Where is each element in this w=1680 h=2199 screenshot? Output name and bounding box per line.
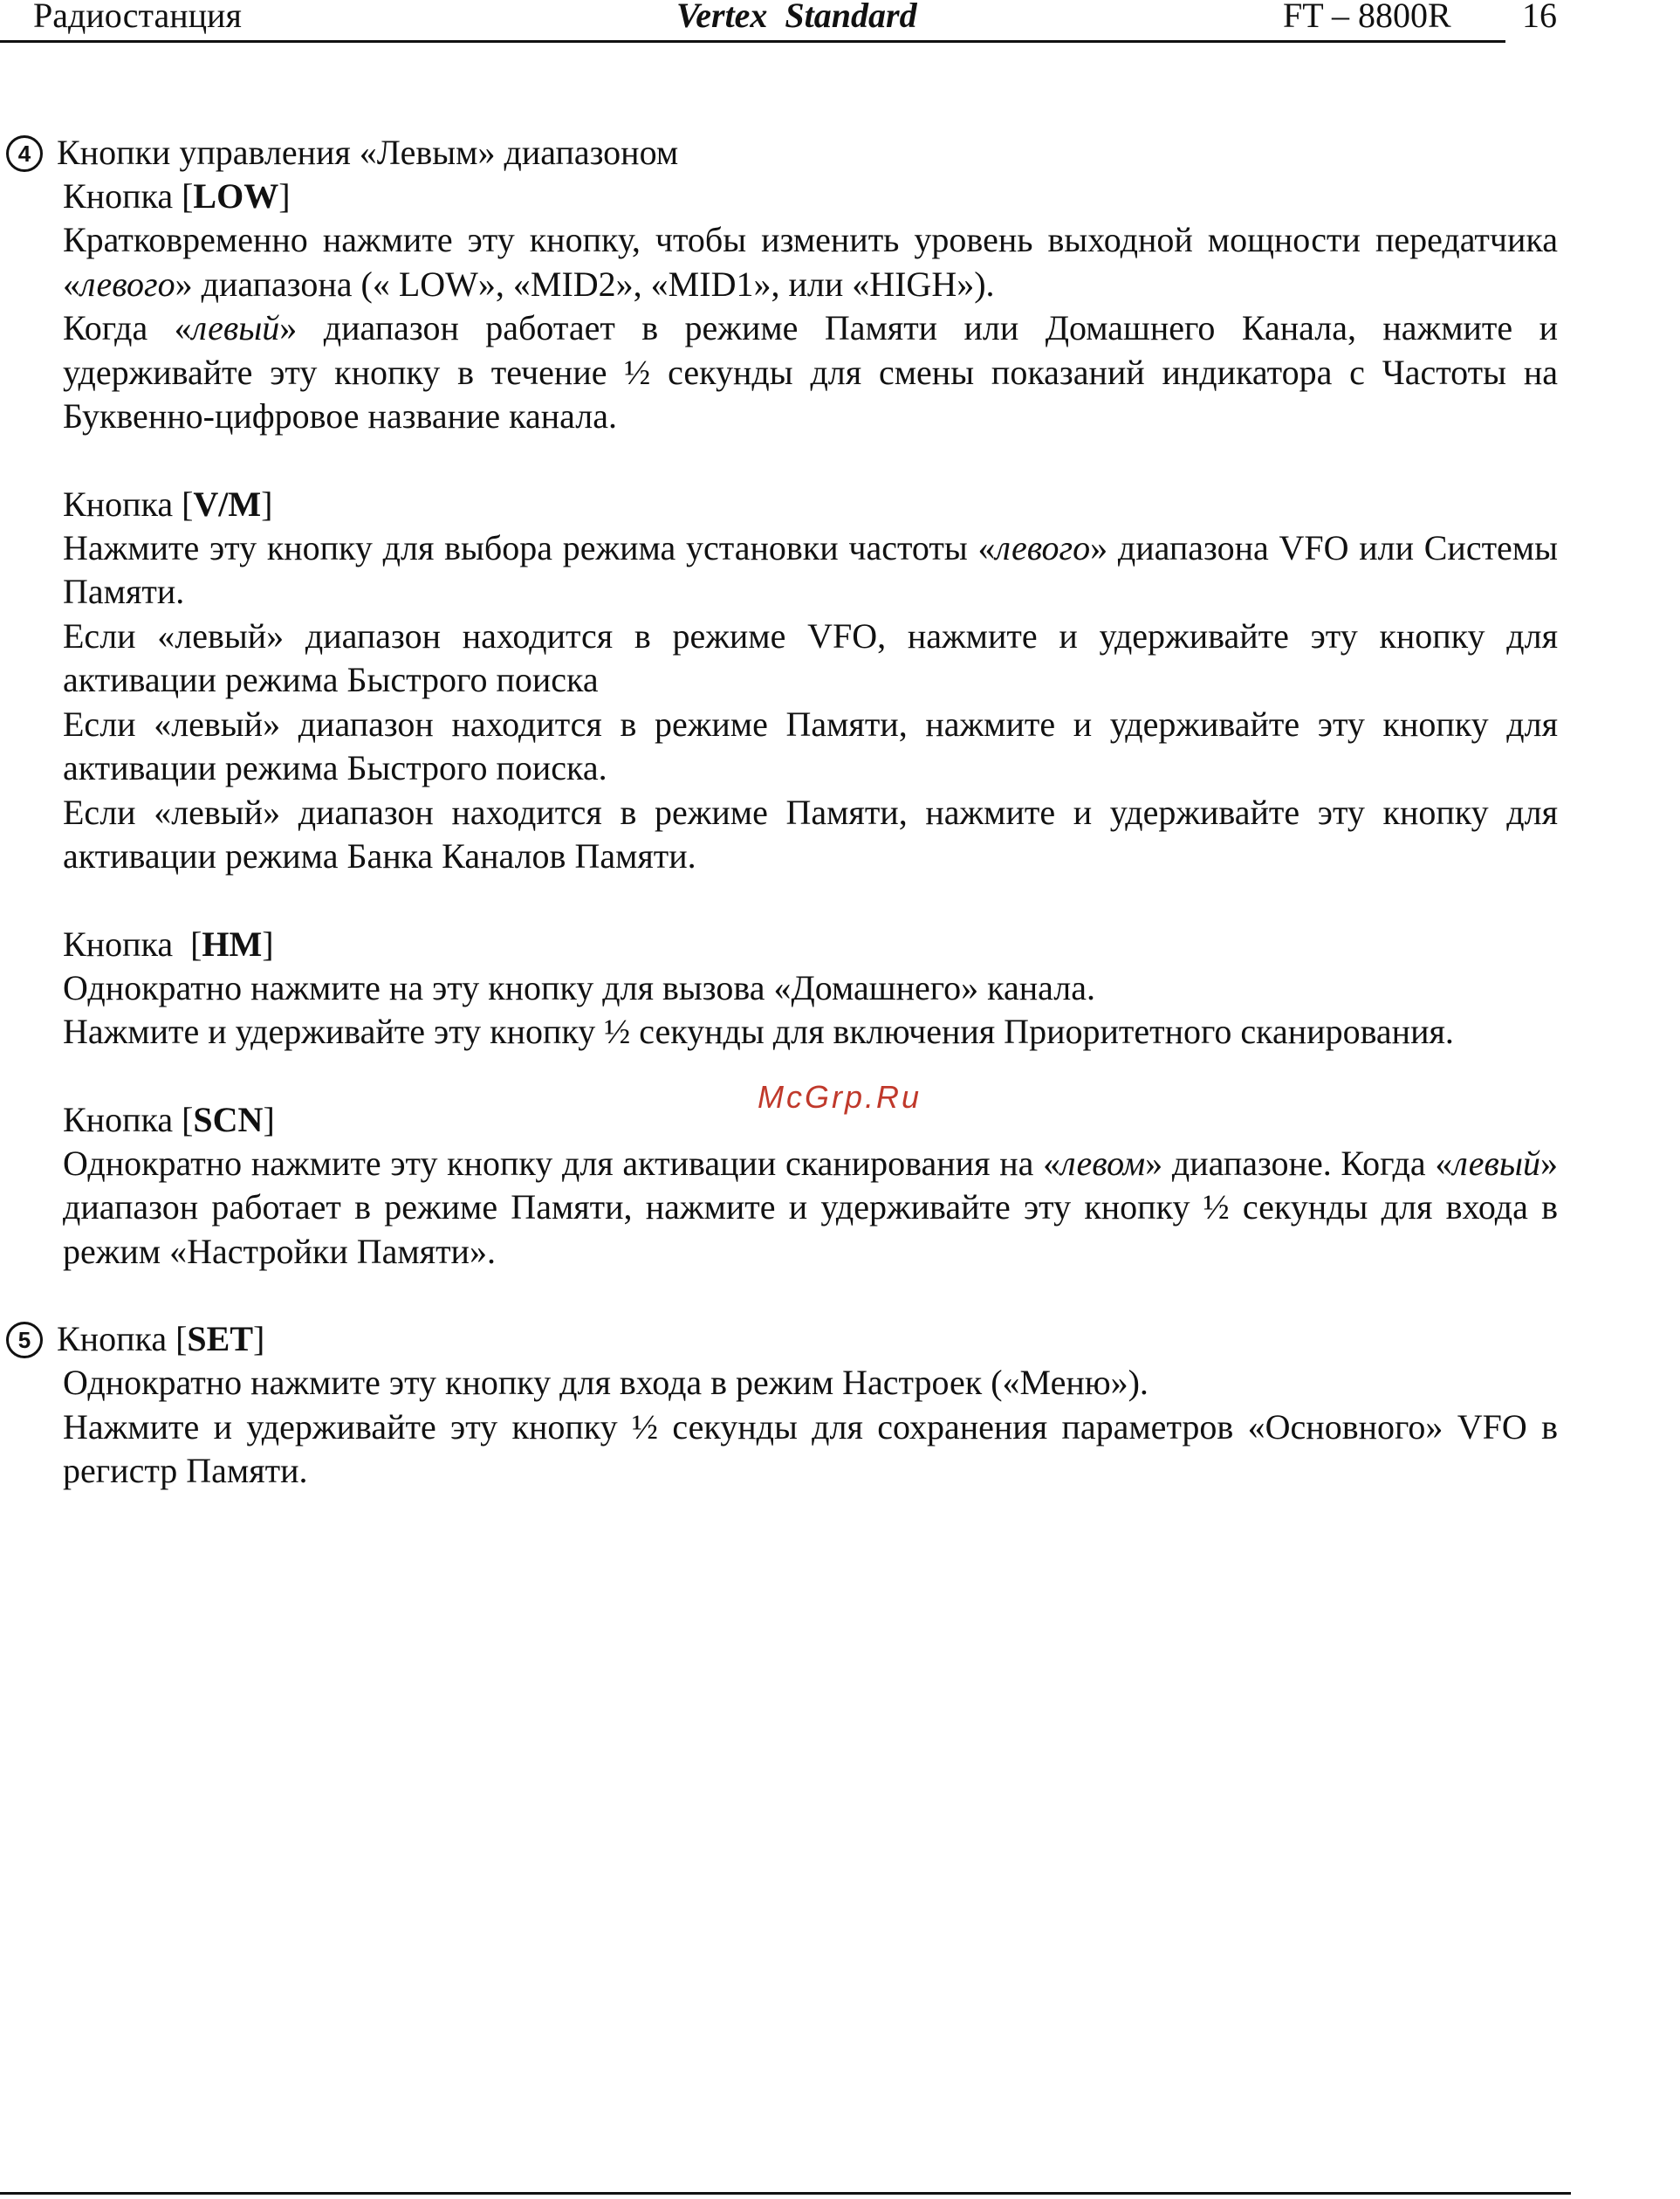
page-header — [0, 0, 1505, 43]
vm-p1-a: Нажмите эту кнопку для выбора режима установки частоты « — [63, 527, 996, 567]
watermark: McGrp.Ru — [758, 1079, 922, 1115]
scn-paragraph-1 — [63, 1142, 1558, 1275]
vm-key: V/M — [193, 484, 262, 524]
hm-prefix: Кнопка — [63, 924, 174, 964]
section-4-heading — [0, 131, 1680, 175]
low-prefix: Кнопка — [63, 176, 174, 216]
low-p2-a: Когда « — [63, 308, 192, 347]
header-model: FT – 8800R — [1283, 0, 1451, 35]
scn-p1-em2: левый — [1452, 1143, 1541, 1183]
hm-button-block — [63, 923, 1558, 1055]
scn-p1-c: » диапазон работает в режиме Памяти, нажмите и удерживайте эту кнопку ½ секунды для входа в режим «Настройки Памяти». — [63, 1143, 1559, 1271]
low-paragraph-2 — [63, 306, 1558, 439]
set-paragraph-1: Однократно нажмите эту кнопку для входа в режим Настроек («Меню»). — [63, 1363, 1149, 1402]
scn-p1-em: левом — [1060, 1143, 1146, 1183]
vm-button-block — [63, 483, 1558, 879]
vm-p1-em: левого — [995, 527, 1091, 567]
page-number: 16 — [1522, 0, 1557, 35]
scn-prefix: Кнопка — [63, 1099, 174, 1139]
low-button-title: Кнопка [LOW] — [63, 176, 291, 216]
hm-paragraph-1: Однократно нажмите на эту кнопку для вызова «Домашнего» канала. — [63, 967, 1095, 1007]
hm-key: HM — [202, 924, 263, 964]
set-prefix: Кнопка — [57, 1319, 168, 1358]
header-brand: Vertex Standard — [676, 0, 917, 35]
low-p1-em: левого — [80, 264, 175, 304]
page-content — [0, 131, 1680, 1494]
scn-button-title: Кнопка [SCN] — [63, 1099, 275, 1139]
low-p2-b: » диапазон работает в режиме Памяти или Домашнего Канала, нажмите и удерживайте эту кнопку в течение ½ секунды для смены показаний индикатора с Частоты на Буквенно-цифровое название канала. — [63, 308, 1558, 436]
hm-paragraph-2: Нажмите и удерживайте эту кнопку ½ секунды для включения Приоритетного сканирования. — [63, 1012, 1454, 1051]
set-key: SET — [187, 1319, 254, 1358]
scn-key: SCN — [193, 1099, 264, 1139]
vm-paragraph-3: Если «левый» диапазон находится в режиме Памяти, нажмите и удерживайте эту кнопку для активации режима Быстрого поиска. — [63, 704, 1558, 787]
vm-prefix: Кнопка — [63, 484, 174, 524]
scn-p1-a: Однократно нажмите эту кнопку для активации сканирования на « — [63, 1143, 1061, 1183]
set-button-block — [63, 1361, 1558, 1494]
section-4-number: 4 — [6, 135, 43, 172]
vm-paragraph-1 — [63, 526, 1558, 615]
footer-rule — [0, 2192, 1571, 2195]
section-4-title: Кнопки управления «Левым» диапазоном — [57, 133, 679, 172]
vm-paragraph-2: Если «левый» диапазон находится в режиме VFO, нажмите и удерживайте эту кнопку для активации режима Быстрого поиска — [63, 615, 1558, 699]
low-button-block — [63, 175, 1558, 439]
scn-p1-b: » диапазоне. Когда « — [1145, 1143, 1453, 1183]
vm-paragraph-4: Если «левый» диапазон находится в режиме Памяти, нажмите и удерживайте эту кнопку для активации режима Банка Каналов Памяти. — [63, 792, 1558, 876]
low-key: LOW — [193, 176, 279, 216]
section-5-number: 5 — [6, 1322, 43, 1358]
low-p2-em: левый — [191, 308, 280, 347]
scn-button-block — [63, 1098, 1558, 1275]
vm-button-title: Кнопка [V/M] — [63, 484, 273, 524]
header-title: Радиостанция — [33, 0, 242, 35]
vm-p1-b: » диапазона VFO или Системы Памяти. — [63, 527, 1558, 611]
hm-button-title: Кнопка [HM] — [63, 924, 274, 964]
low-p1-b: » диапазона (« LOW», «MID2», «MID1», или «HIGH»). — [175, 264, 995, 304]
low-paragraph-1 — [63, 218, 1558, 306]
low-p1-a: Кратковременно нажмите эту кнопку, чтобы изменить уровень выходной мощности передатчика « — [63, 220, 1558, 304]
section-5-heading: 5 Кнопка [SET] — [0, 1317, 1680, 1361]
set-paragraph-2: Нажмите и удерживайте эту кнопку ½ секунды для сохранения параметров «Основного» VFO в регистр Памяти. — [63, 1406, 1558, 1490]
